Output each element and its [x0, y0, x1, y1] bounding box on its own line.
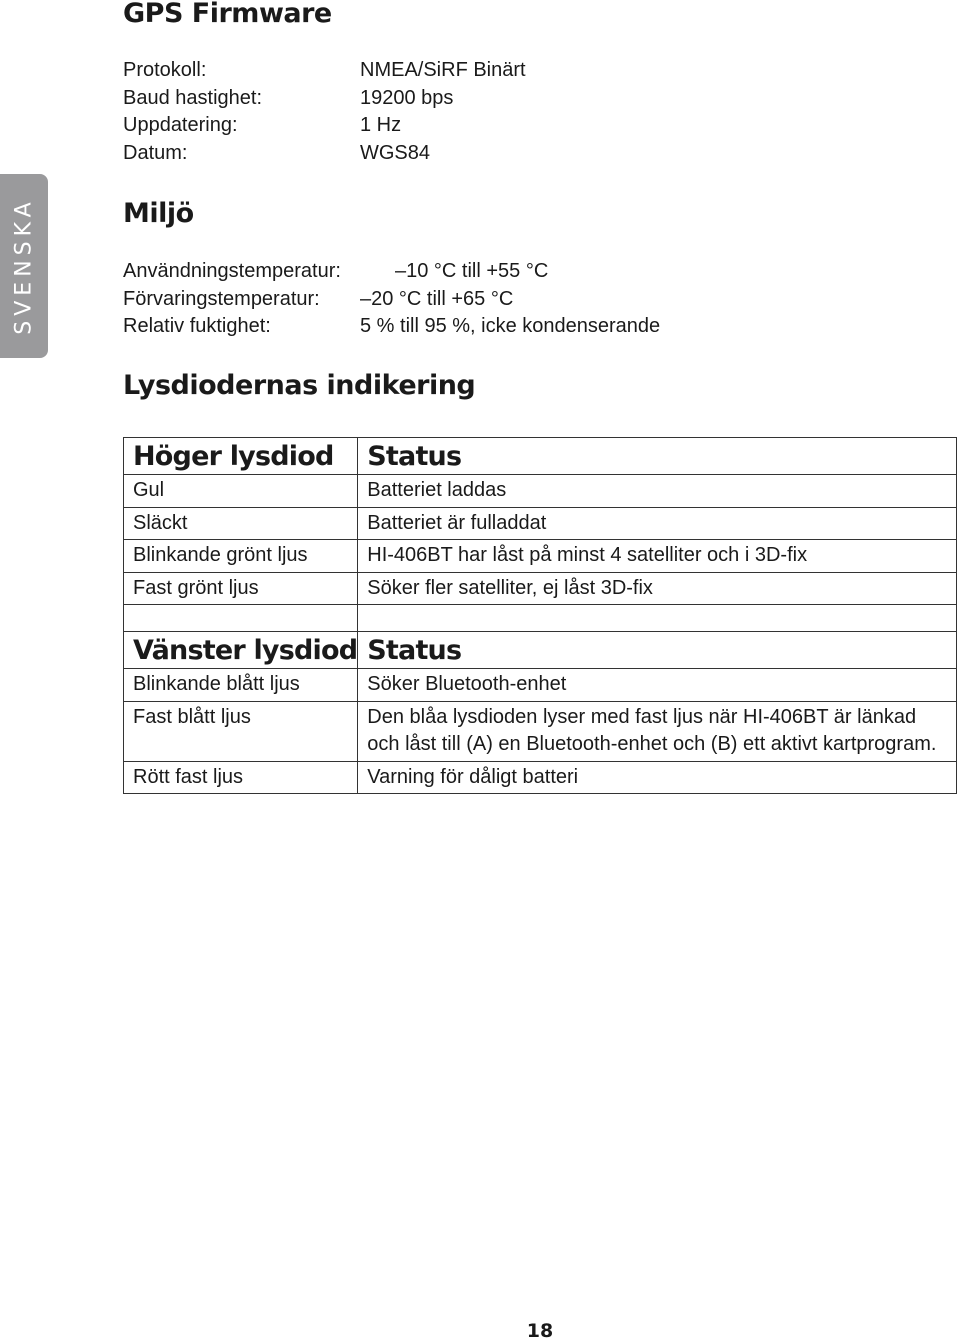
- led-status-cell: Söker Bluetooth-enhet: [358, 669, 957, 702]
- column-header-status: Status: [358, 438, 957, 475]
- column-header-right-led: Höger lysdiod: [124, 438, 358, 475]
- led-status-cell: Söker fler satelliter, ej låst 3D-fix: [358, 572, 957, 605]
- spec-value: 1 Hz: [360, 114, 402, 136]
- spacer-cell: [124, 605, 358, 632]
- table-row: [124, 507, 957, 540]
- table-row: [124, 761, 957, 794]
- language-tab-label: SVENSKA: [11, 197, 37, 335]
- table-row: [124, 669, 957, 702]
- table-row: [124, 475, 957, 508]
- table-header-row: [124, 632, 957, 669]
- language-side-tab: [0, 174, 48, 358]
- spec-value: 19200 bps: [360, 86, 454, 109]
- spec-value: WGS84: [360, 141, 431, 164]
- spec-value: –10 °C till +55 °C: [395, 260, 549, 282]
- spec-label: Baud hastighet:: [123, 86, 262, 109]
- spec-label: Datum:: [123, 141, 188, 164]
- led-light-cell: Blinkande blått ljus: [124, 669, 358, 702]
- table-row: [124, 572, 957, 605]
- column-header-status: Status: [358, 632, 957, 669]
- spacer-cell: [358, 605, 957, 632]
- led-status-cell: Batteriet laddas: [358, 475, 957, 508]
- environment-heading: Miljö: [123, 198, 194, 229]
- column-header-left-led: Vänster lysdiod: [124, 632, 358, 669]
- led-light-cell: Släckt: [124, 507, 358, 540]
- led-status-cell: HI-406BT har låst på minst 4 satelliter och i 3D-fix: [358, 540, 957, 573]
- led-status-cell: Varning för dåligt batteri: [358, 761, 957, 794]
- spec-label: Förvaringstemperatur:: [123, 287, 320, 310]
- spec-label: Relativ fuktighet:: [123, 315, 271, 337]
- led-light-cell: Fast grönt ljus: [124, 572, 358, 605]
- spec-value: –20 °C till +65 °C: [360, 287, 514, 310]
- page-number: 18: [526, 1320, 554, 1342]
- led-light-cell: Gul: [124, 475, 358, 508]
- led-indication-heading: Lysdiodernas indikering: [123, 370, 476, 401]
- led-light-cell: Fast blått ljus: [124, 701, 358, 761]
- led-status-table: [123, 437, 957, 794]
- led-status-cell: Batteriet är fulladdat: [358, 507, 957, 540]
- spec-value: NMEA/SiRF Binärt: [360, 59, 526, 81]
- gps-firmware-heading: GPS Firmware: [123, 0, 332, 29]
- spec-value: 5 % till 95 %, icke kondenserande: [360, 315, 661, 337]
- spec-label: Protokoll:: [123, 59, 207, 81]
- spec-label: Uppdatering:: [123, 114, 238, 136]
- led-status-cell: Den blåa lysdioden lyser med fast ljus när HI-406BT är länkad och låst till (A) en Bluetooth-enhet och (B) ett aktivt kartprogram.: [358, 701, 957, 761]
- table-row: [124, 701, 957, 761]
- table-spacer-row: [124, 605, 957, 632]
- led-light-cell: Rött fast ljus: [124, 761, 358, 794]
- table-row: [124, 540, 957, 573]
- table-header-row: [124, 438, 957, 475]
- spec-label: Användningstemperatur:: [123, 260, 341, 282]
- led-light-cell: Blinkande grönt ljus: [124, 540, 358, 573]
